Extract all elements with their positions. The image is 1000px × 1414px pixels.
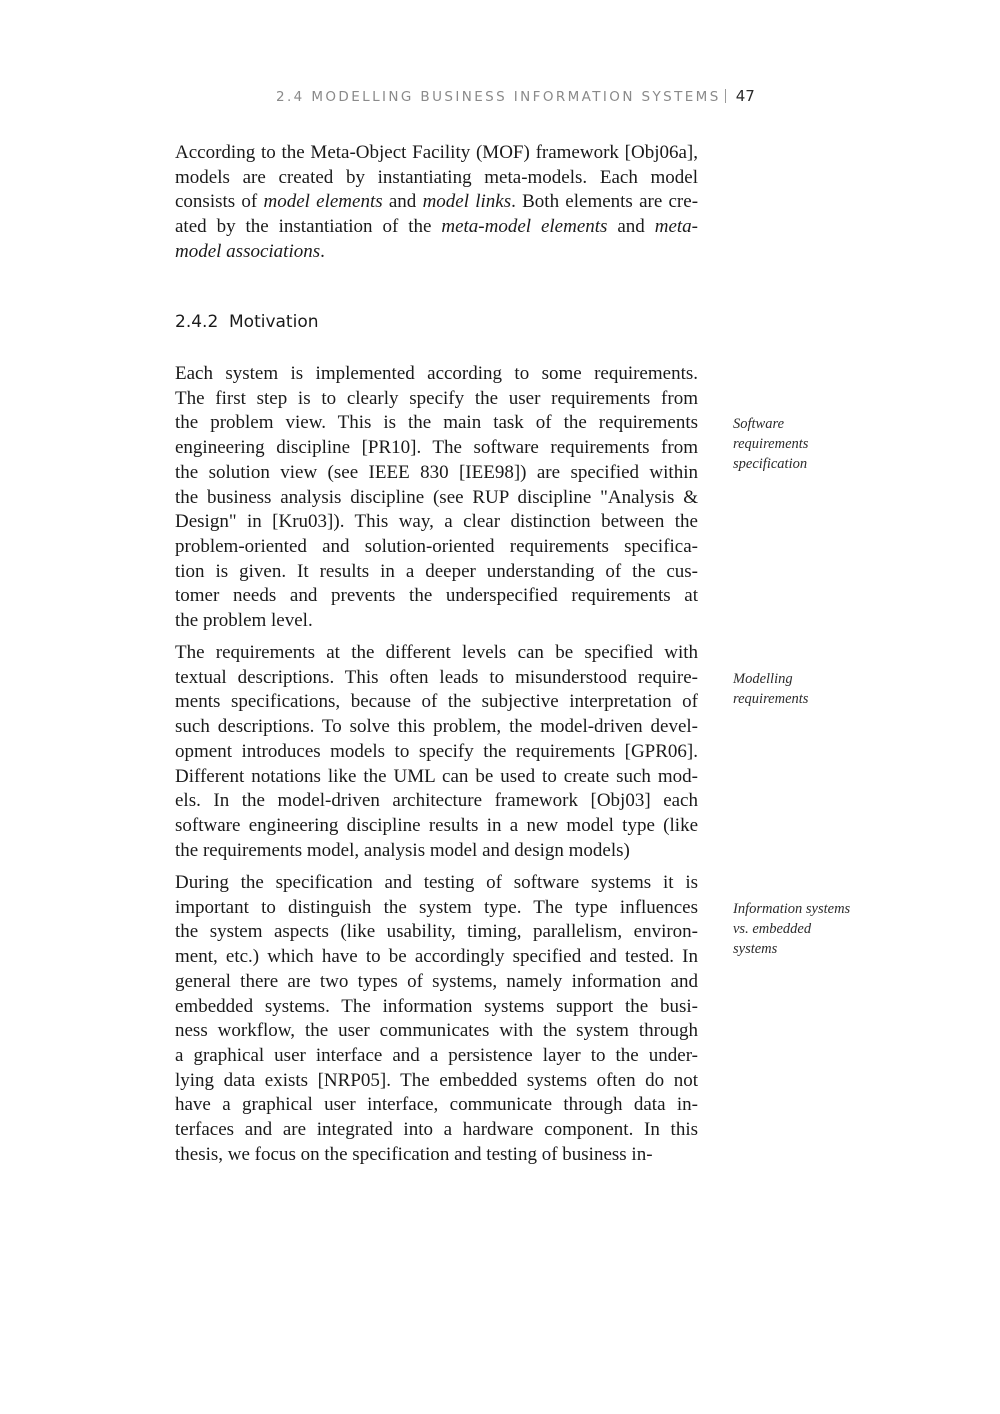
- text-line: a graphical user interface and a persistence layer to the under-: [175, 1044, 698, 1066]
- emphasis: model elements: [263, 191, 383, 213]
- emphasis: model links: [422, 191, 512, 213]
- text-line: Design" in [Kru03]). This way, a clear distinction between the: [175, 511, 698, 533]
- text-line: consists of model elements and model links. Both elements are cre-: [175, 191, 699, 213]
- running-header-section-title: 2.4 MODELLING BUSINESS INFORMATION SYSTEMS: [276, 89, 721, 105]
- text-line: important to distinguish the system type. The type influences: [175, 896, 698, 918]
- text-line: The first step is to clearly specify the user requirements from: [175, 387, 698, 409]
- body-paragraph-3: [175, 871, 698, 1167]
- text-line: ment, etc.) which have to be accordingly specified and tested. In: [175, 946, 698, 968]
- page-number: 47: [735, 87, 755, 105]
- text-line: thesis, we focus on the specification and testing of business in-: [175, 1143, 653, 1165]
- section-number: 2.4.2: [175, 312, 219, 332]
- text-line: According to the Meta-Object Facility (MOF) framework [Obj06a],: [175, 142, 698, 163]
- text-line: the requirements model, analysis model and design models): [175, 839, 630, 861]
- margin-note-information-systems: [733, 899, 883, 959]
- text-line: lying data exists [NRP05]. The embedded systems often do not: [175, 1069, 698, 1091]
- margin-note-line: Information systems: [733, 901, 851, 917]
- margin-note-line: requirements: [733, 436, 809, 452]
- text-line: models are created by instantiating meta-models. Each model: [175, 166, 698, 188]
- text-line: tion is given. It results in a deeper understanding of the cus-: [175, 560, 698, 582]
- text-line: During the specification and testing of software systems it is: [175, 872, 698, 893]
- margin-note-line: systems: [733, 941, 778, 957]
- text-line: problem-oriented and solution-oriented requirements specifica-: [175, 535, 698, 557]
- text-line: general there are two types of systems, namely information and: [175, 970, 698, 992]
- text-line: embedded systems. The information systems support the busi-: [175, 995, 698, 1017]
- text-line: The requirements at the different levels can be specified with: [175, 642, 698, 663]
- margin-note-line: Modelling: [733, 671, 793, 687]
- emphasis: meta-: [654, 216, 698, 238]
- text-line: ated by the instantiation of the meta-model elements and meta-: [175, 216, 698, 238]
- section-title: Motivation: [229, 312, 319, 332]
- margin-note-line: Software: [733, 416, 785, 432]
- text-line: textual descriptions. This often leads to misunderstood require-: [175, 666, 698, 688]
- text-line: Each system is implemented according to some requirements.: [175, 363, 698, 384]
- text-line: have a graphical user interface, communicate through data in-: [175, 1094, 698, 1116]
- text-line: engineering discipline [PR10]. The software requirements from: [175, 437, 698, 459]
- text-line: the problem level.: [175, 610, 313, 632]
- margin-note-line: requirements: [733, 691, 809, 707]
- text-line: opment introduces models to specify the requirements [GPR06].: [175, 740, 698, 762]
- text-line: software engineering discipline results in a new model type (like: [175, 814, 698, 836]
- body-paragraph-1: [175, 362, 698, 634]
- text-line: the problem view. This is the main task of the requirements: [175, 412, 698, 434]
- body-paragraph-2: [175, 641, 698, 863]
- text-line: terfaces and are integrated into a hardware component. In this: [175, 1119, 698, 1141]
- text-line: tomer needs and prevents the underspecified requirements at: [175, 585, 698, 607]
- text-line: the business analysis discipline (see RUP discipline "Analysis &: [175, 486, 698, 508]
- text-line: model associations.: [175, 240, 325, 262]
- emphasis: model associations: [175, 240, 321, 262]
- text-line: ments specifications, because of the subjective interpretation of: [175, 691, 698, 713]
- text-line: the solution view (see IEEE 830 [IEE98]) are specified within: [175, 461, 698, 483]
- section-heading: [175, 310, 319, 334]
- running-header: [276, 84, 755, 108]
- text-line: ness workflow, the user communicates with the system through: [175, 1020, 698, 1042]
- text-line: such descriptions. To solve this problem, the model-driven devel-: [175, 716, 698, 738]
- text-line: els. In the model-driven architecture framework [Obj03] each: [175, 790, 698, 812]
- margin-note-line: vs. embedded: [733, 921, 812, 937]
- intro-paragraph: [175, 141, 698, 265]
- text-line: Different notations like the UML can be used to create such mod-: [175, 765, 698, 787]
- text-line: the system aspects (like usability, timing, parallelism, environ-: [175, 921, 698, 943]
- emphasis: meta-model elements: [441, 216, 608, 238]
- margin-note-software-requirements: [733, 414, 883, 474]
- header-separator: [725, 89, 726, 103]
- margin-note-modelling-requirements: [733, 669, 883, 709]
- margin-note-line: specification: [733, 456, 808, 472]
